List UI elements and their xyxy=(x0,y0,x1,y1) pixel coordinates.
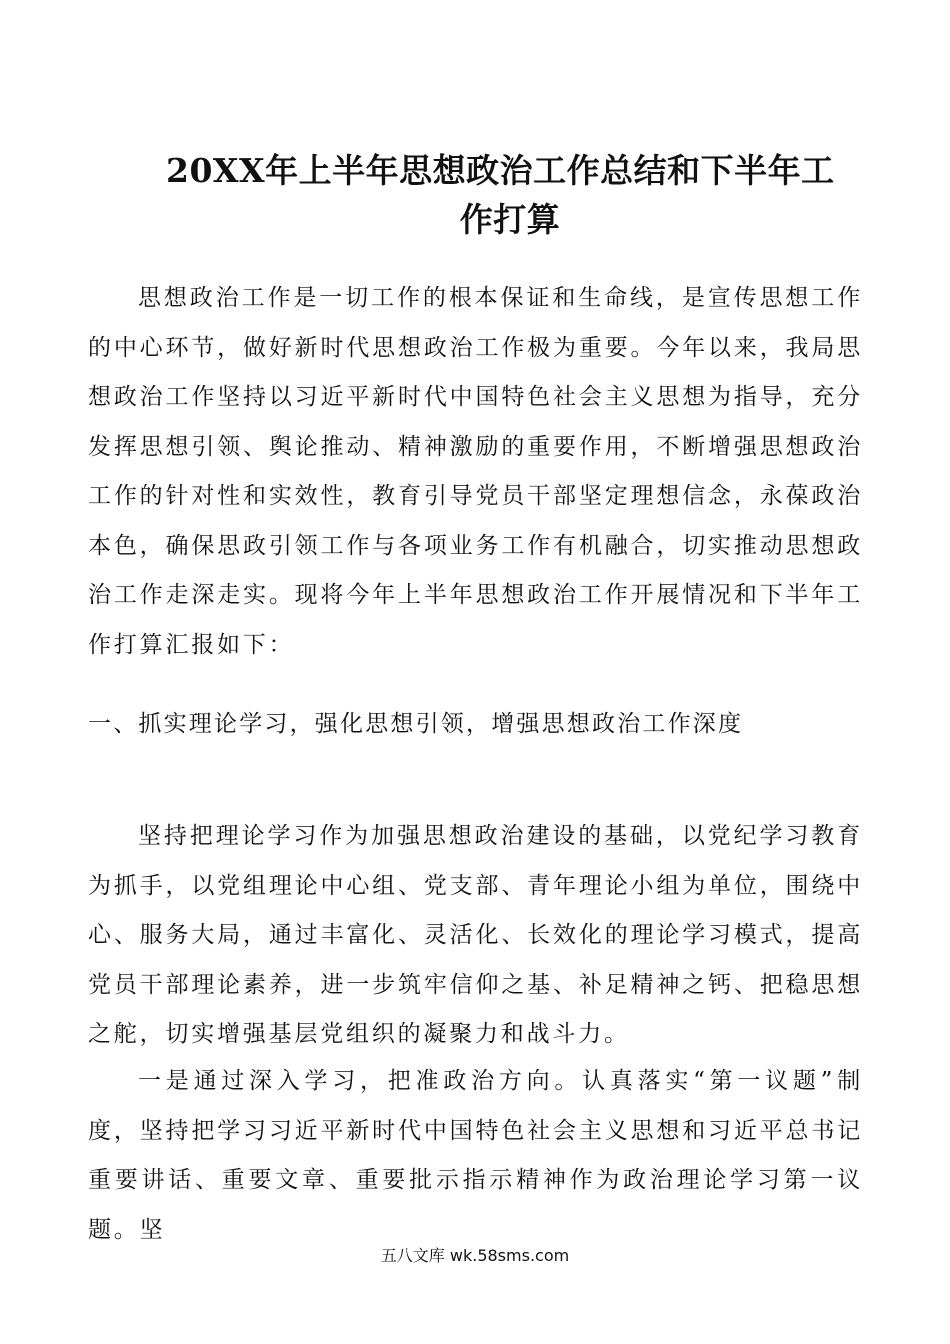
intro-paragraph: 思想政治工作是一切工作的根本保证和生命线，是宣传思想工作的中心环节，做好新时代思想政治工作极为重要。今年以来，我局思想政治工作坚持以习近平新时代中国特色社会主义思想为指导，充分发挥思想引领、舆论推动、精神激励的重要作用，不断增强思想政治工作的针对性和实效性，教育引导党员干部坚定理想信念，永葆政治本色，确保思政引领工作与各项业务工作有机融合，切实推动思想政治工作走深走实。现将今年上半年思想政治工作开展情况和下半年工作打算汇报如下： xyxy=(88,285,863,658)
document-title xyxy=(160,148,860,243)
title-line-1: 20XX年上半年思想政治工作总结和下半年工 xyxy=(166,151,835,190)
section-heading: 一、抓实理论学习，强化思想引领，增强思想政治工作深度 xyxy=(88,711,744,737)
footer-watermark: 五八文库 wk.58sms.com xyxy=(380,1246,570,1265)
section-paragraph: 坚持把理论学习作为加强思想政治建设的基础，以党纪学习教育为抓手，以党组理论中心组、党支部、青年理论小组为单位，围绕中心、服务大局，通过丰富化、灵活化、长效化的理论学习模式，提高党员干部理论素养，进一步筑牢信仰之基、补足精神之钙、把稳思想之舵，切实增强基层党组织的凝聚力和战斗力。 xyxy=(88,823,863,1047)
point-paragraph: 一是通过深入学习，把准政治方向。认真落实“第一议题”制度，坚持把学习习近平新时代中国特色社会主义思想和习近平总书记重要讲话、重要文章、重要批示指示精神作为政治理论学习第一议题。坚 xyxy=(88,1068,863,1243)
title-line-2: 作打算 xyxy=(459,200,561,239)
